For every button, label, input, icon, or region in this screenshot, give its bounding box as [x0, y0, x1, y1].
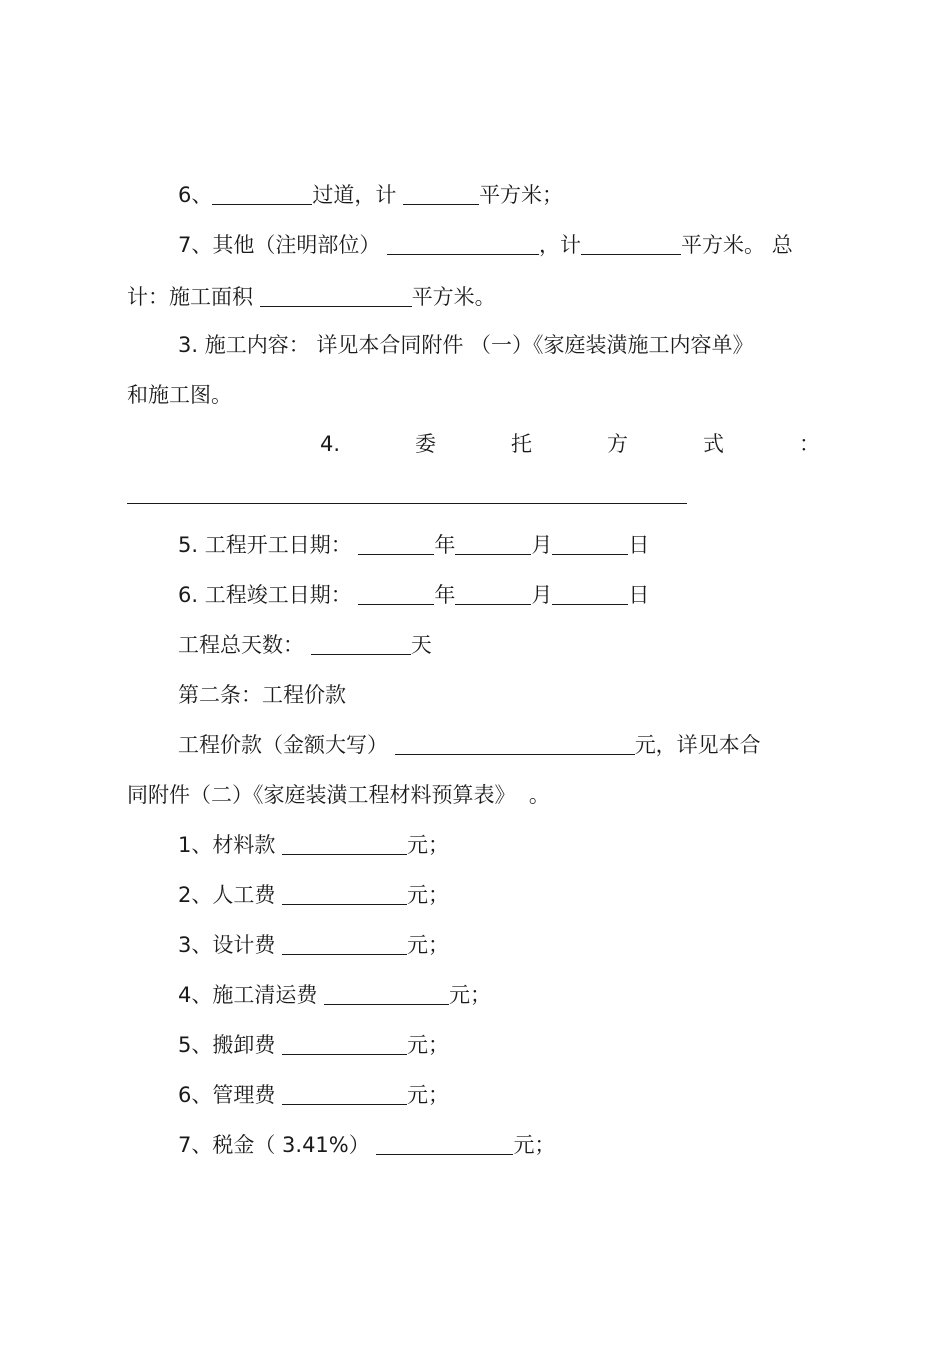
- line-commission-method: [320, 430, 820, 458]
- fee-unit: 元；: [513, 1133, 556, 1157]
- commission-char-1: 委: [415, 432, 437, 456]
- start-date-label: 5. 工程开工日期：: [178, 533, 359, 557]
- line-other-area: [178, 231, 793, 259]
- start-day-unit: 日: [628, 533, 650, 557]
- fee-unit: 元；: [407, 933, 450, 957]
- price-amount-blank[interactable]: [395, 734, 635, 755]
- start-month-blank[interactable]: [455, 534, 531, 555]
- commission-char-3: 方: [607, 432, 628, 456]
- end-day-blank[interactable]: [552, 584, 628, 605]
- corridor-unit: 平方米；: [479, 183, 564, 207]
- fee-amount-blank[interactable]: [282, 834, 407, 855]
- fee-row: [178, 931, 449, 959]
- fee-unit: 元；: [407, 833, 450, 857]
- commission-colon: ：: [798, 432, 820, 456]
- commission-method-blank[interactable]: [127, 503, 687, 504]
- total-days-unit: 天: [410, 633, 432, 657]
- end-day-unit: 日: [628, 583, 650, 607]
- section-heading-price: 第二条：工程价款: [178, 683, 346, 707]
- fee-row: [178, 831, 449, 859]
- fee-amount-blank[interactable]: [282, 1034, 407, 1055]
- corridor-area-blank[interactable]: [403, 184, 479, 205]
- total-area-blank[interactable]: [260, 286, 412, 307]
- total-area-unit: 平方米。: [411, 285, 496, 309]
- total-days-blank[interactable]: [311, 634, 411, 655]
- start-year-blank[interactable]: [358, 534, 434, 555]
- fee-amount-blank[interactable]: [376, 1134, 513, 1155]
- other-part-blank[interactable]: [387, 234, 539, 255]
- line-construction-content: 3. 施工内容： 详见本合同附件 （一）《家庭装潢施工内容单》: [178, 333, 754, 357]
- fee-unit: 元；: [407, 1083, 450, 1107]
- fee-label: 5、搬卸费: [178, 1033, 283, 1057]
- fee-row: [178, 1081, 449, 1109]
- fee-unit: 元；: [407, 883, 450, 907]
- commission-char-4: 式: [702, 432, 724, 456]
- end-month-blank[interactable]: [455, 584, 531, 605]
- corridor-label: 过道，计: [312, 183, 404, 207]
- line-end-date: [178, 581, 649, 609]
- fee-row: [178, 881, 449, 909]
- fee-label: 1、材料款: [178, 833, 283, 857]
- other-unit-total: 平方米。 总: [681, 233, 793, 257]
- end-month-unit: 月: [531, 583, 553, 607]
- line-corridor-area: [178, 181, 563, 209]
- fee-amount-blank[interactable]: [282, 934, 407, 955]
- fee-label: 2、人工费: [178, 883, 283, 907]
- fee-amount-blank[interactable]: [282, 884, 407, 905]
- line-total-days: [178, 631, 432, 659]
- fee-label: 3、设计费: [178, 933, 283, 957]
- end-year-blank[interactable]: [358, 584, 434, 605]
- line-construction-drawing: 和施工图。: [127, 383, 232, 407]
- fee-label: 7、税金（ 3.41%）: [178, 1133, 377, 1157]
- fee-row: [178, 981, 491, 1009]
- fee-row: [178, 1031, 449, 1059]
- line-price-attachment: 同附件（二）《家庭装潢工程材料预算表》 。: [127, 783, 550, 807]
- start-year-unit: 年: [434, 533, 456, 557]
- other-label: 7、其他（注明部位）: [178, 233, 388, 257]
- start-day-blank[interactable]: [552, 534, 628, 555]
- line-price-amount: [178, 731, 761, 759]
- line-total-area: [127, 283, 496, 311]
- fee-unit: 元；: [449, 983, 492, 1007]
- price-amount-unit: 元，详见本合: [634, 733, 761, 757]
- fee-label: 4、施工清运费: [178, 983, 325, 1007]
- total-area-label: 计：施工面积: [127, 285, 260, 309]
- price-amount-label: 工程价款（金额大写）: [178, 733, 395, 757]
- start-month-unit: 月: [531, 533, 553, 557]
- fee-row: [178, 1131, 555, 1159]
- end-date-label: 6. 工程竣工日期：: [178, 583, 359, 607]
- total-days-label: 工程总天数：: [178, 633, 311, 657]
- commission-number: 4.: [320, 432, 341, 456]
- line-start-date: [178, 531, 649, 559]
- other-area-blank[interactable]: [581, 234, 681, 255]
- fee-amount-blank[interactable]: [324, 984, 449, 1005]
- corridor-name-blank[interactable]: [212, 184, 312, 205]
- fee-label: 6、管理费: [178, 1083, 283, 1107]
- fee-amount-blank[interactable]: [282, 1084, 407, 1105]
- commission-char-2: 托: [511, 432, 533, 456]
- fee-unit: 元；: [407, 1033, 450, 1057]
- corridor-prefix: 6、: [178, 183, 213, 207]
- end-year-unit: 年: [434, 583, 456, 607]
- other-calc-label: ，计: [539, 233, 582, 257]
